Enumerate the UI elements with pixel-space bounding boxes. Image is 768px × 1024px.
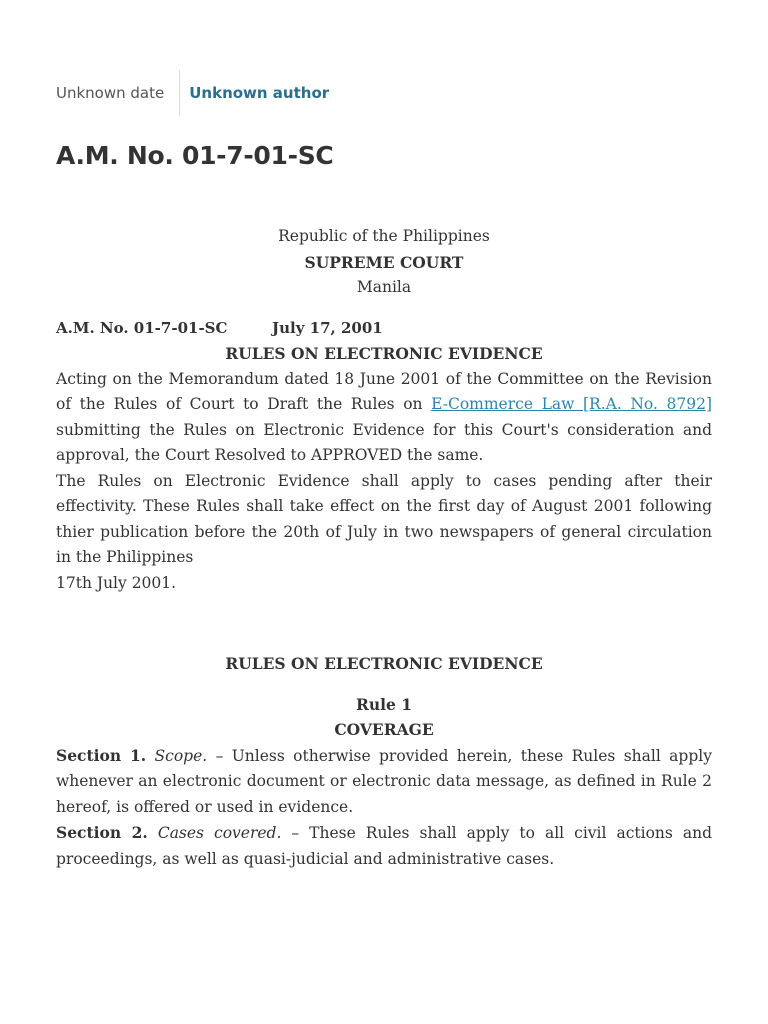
paragraph-text: Acting on the Memorandum dated 18 June 2001 of the Committee on the Revision of the Rules of Court to Draft the Rules on (56, 369, 712, 413)
case-line (56, 316, 712, 342)
paragraph-memorandum (56, 367, 712, 469)
ecommerce-law-link[interactable]: E-Commerce Law [R.A. No. 8792] (431, 395, 712, 413)
post-meta (56, 70, 329, 116)
paragraph-text: submitting the Rules on Electronic Evidence for this Court's consideration and approval, the Court Resolved to APPROVED the same. (56, 420, 712, 464)
section-text: – Unless otherwise provided herein, these Rules shall apply whenever an electronic document or electronic data message, as defined in Rule 2 hereof, is offered or used in evidence. (56, 746, 712, 816)
section-title: Scope. (154, 746, 208, 765)
paragraph-effectivity: The Rules on Electronic Evidence shall apply to cases pending after their effectivity. These Rules shall take effect on the first day of August 2001 following thier publication before the 20th of July in two newspapers of general circulation in the Philippines (56, 471, 712, 566)
case-number: A.M. No. 01-7-01-SC (56, 318, 228, 337)
section-label: Section 1. (56, 745, 147, 765)
rule-heading (56, 692, 712, 743)
section-title: Cases covered. (157, 824, 282, 842)
section-heading: RULES ON ELECTRONIC EVIDENCE (225, 344, 543, 363)
post-date: Unknown date (56, 70, 180, 116)
page-title: A.M. No. 01-7-01-SC (56, 141, 334, 170)
section-2 (56, 820, 712, 872)
rules-heading: RULES ON ELECTRONIC EVIDENCE (225, 654, 543, 673)
rule-name: COVERAGE (334, 720, 434, 739)
rule-number: Rule 1 (355, 694, 413, 714)
post-author-link[interactable]: Unknown author (189, 84, 330, 102)
section-label: Section 2. (56, 823, 148, 842)
date-line: 17th July 2001. (56, 573, 177, 592)
section-text: – These Rules shall apply to all civil actions and proceedings, as well as quasi-judicial and administrative cases. (56, 824, 712, 868)
case-date: July 17, 2001 (272, 318, 383, 337)
section-1 (56, 743, 712, 821)
court-line: SUPREME COURT (304, 252, 464, 272)
document-body (56, 224, 712, 872)
court-header (56, 224, 712, 301)
republic-line: Republic of the Philippines (278, 227, 490, 245)
city-line: Manila (356, 278, 412, 296)
